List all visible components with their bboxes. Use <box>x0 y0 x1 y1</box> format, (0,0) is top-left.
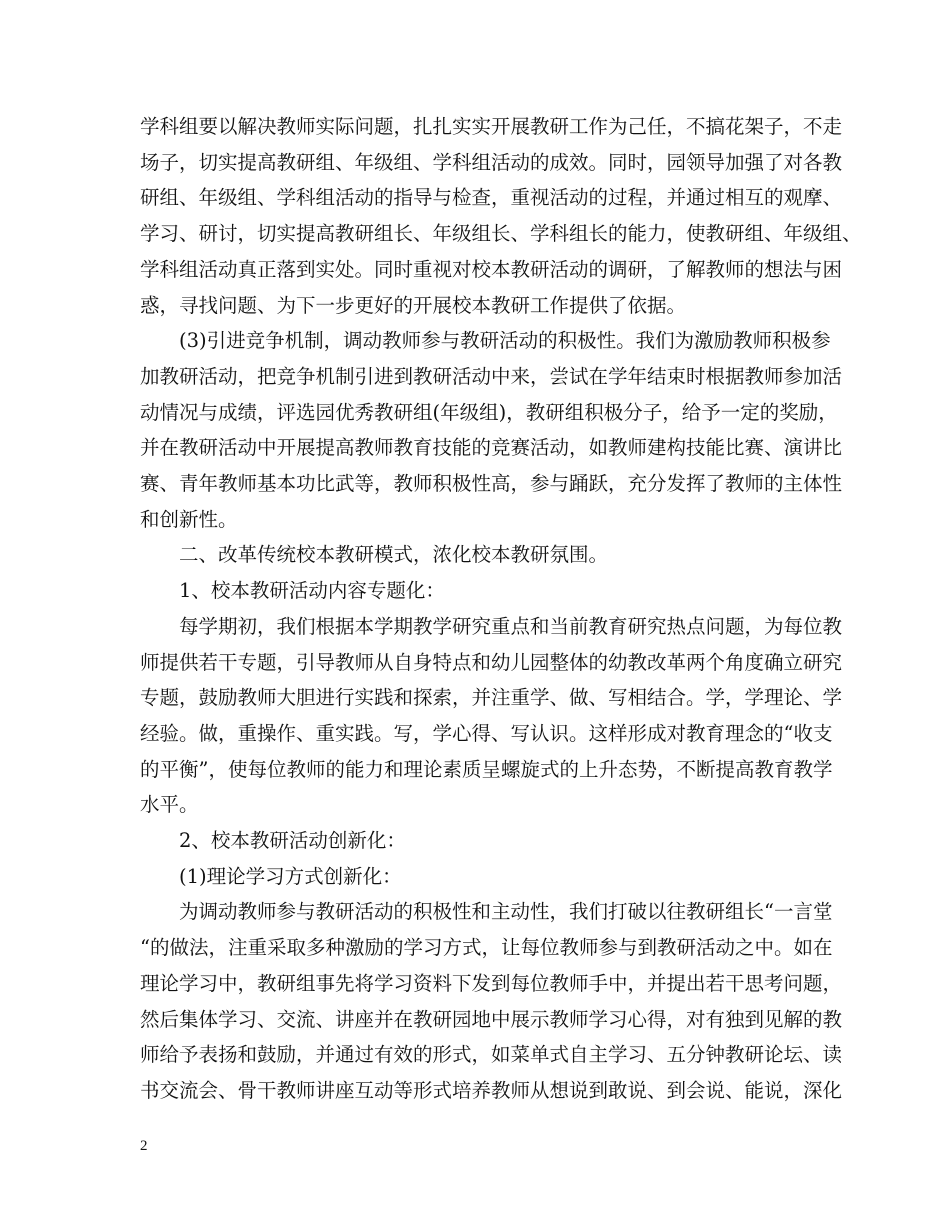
text-line: 和创新性。 <box>140 508 238 531</box>
text-line: 学习、研讨，切实提高教研组长、年级组长、学科组长的能力，使教研组、年级组、 <box>140 222 862 245</box>
text-line: 场子，切实提高教研组、年级组、学科组活动的成效。同时，园领导加强了对各教 <box>140 151 843 174</box>
text-line: 每学期初，我们根据本学期教学研究重点和当前教育研究热点问题，为每位教 <box>140 615 843 638</box>
text-line: 惑，寻找问题、为下一步更好的开展校本教研工作提供了依据。 <box>140 294 687 317</box>
text-line: 师给予表扬和鼓励，并通过有效的形式，如菜单式自主学习、五分钟教研论坛、读 <box>140 1043 843 1066</box>
text-line: “的做法，注重采取多种激励的学习方式，让每位教师参与到教研活动之中。如在 <box>140 936 833 959</box>
text-line: 加教研活动，把竞争机制引进到教研活动中来，尝试在学年结束时根据教师参加活 <box>140 365 843 388</box>
text-line: 专题，鼓励教师大胆进行实践和探索，并注重学、做、写相结合。学，学理论、学 <box>140 686 843 709</box>
text-line: (1)理论学习方式创新化： <box>140 865 402 888</box>
text-line: 研组、年级组、学科组活动的指导与检查，重视活动的过程，并通过相互的观摩、 <box>140 186 843 209</box>
text-line: 学科组要以解决教师实际问题，扎扎实实开展教研工作为己任，不搞花架子，不走 <box>140 115 843 138</box>
text-line: 学科组活动真正落到实处。同时重视对校本教研活动的调研，了解教师的想法与困 <box>140 258 843 281</box>
text-line: 书交流会、骨干教师讲座互动等形式培养教师从想说到敢说、到会说、能说，深化 <box>140 1079 843 1102</box>
text-line: 1、校本教研活动内容专题化： <box>140 579 445 602</box>
text-line: 师提供若干专题，引导教师从自身特点和幼儿园整体的幼教改革两个角度确立研究 <box>140 651 843 674</box>
text-line: (3)引进竞争机制，调动教师参与教研活动的积极性。我们为激励教师积极参 <box>140 329 831 352</box>
text-line: 经验。做，重操作、重实践。写，学心得、写认识。这样形成对教育理念的“收支 <box>140 722 833 745</box>
text-line: 并在教研活动中开展提高教师教育技能的竞赛活动，如教师建构技能比赛、演讲比 <box>140 436 843 459</box>
text-line: 理论学习中，教研组事先将学习资料下发到每位教师手中，并提出若干思考问题， <box>140 972 843 995</box>
text-line: 2、校本教研活动创新化： <box>140 829 406 852</box>
text-line: 动情况与成绩，评选园优秀教研组(年级组)，教研组积极分子，给予一定的奖励， <box>140 401 838 424</box>
text-line: 赛、青年教师基本功比武等，教师积极性高，参与踊跃，充分发挥了教师的主体性 <box>140 472 843 495</box>
text-line: 然后集体学习、交流、讲座并在教研园地中展示教师学习心得，对有独到见解的教 <box>140 1008 843 1031</box>
text-line: 的平衡”，使每位教师的能力和理论素质呈螺旋式的上升态势，不断提高教育教学 <box>140 758 833 781</box>
text-line: 为调动教师参与教研活动的积极性和主动性，我们打破以往教研组长“一言堂 <box>140 900 833 923</box>
text-line: 水平。 <box>140 793 199 816</box>
text-line: 二、改革传统校本教研模式，浓化校本教研氛围。 <box>140 543 609 566</box>
page-number: 2 <box>140 1138 148 1154</box>
